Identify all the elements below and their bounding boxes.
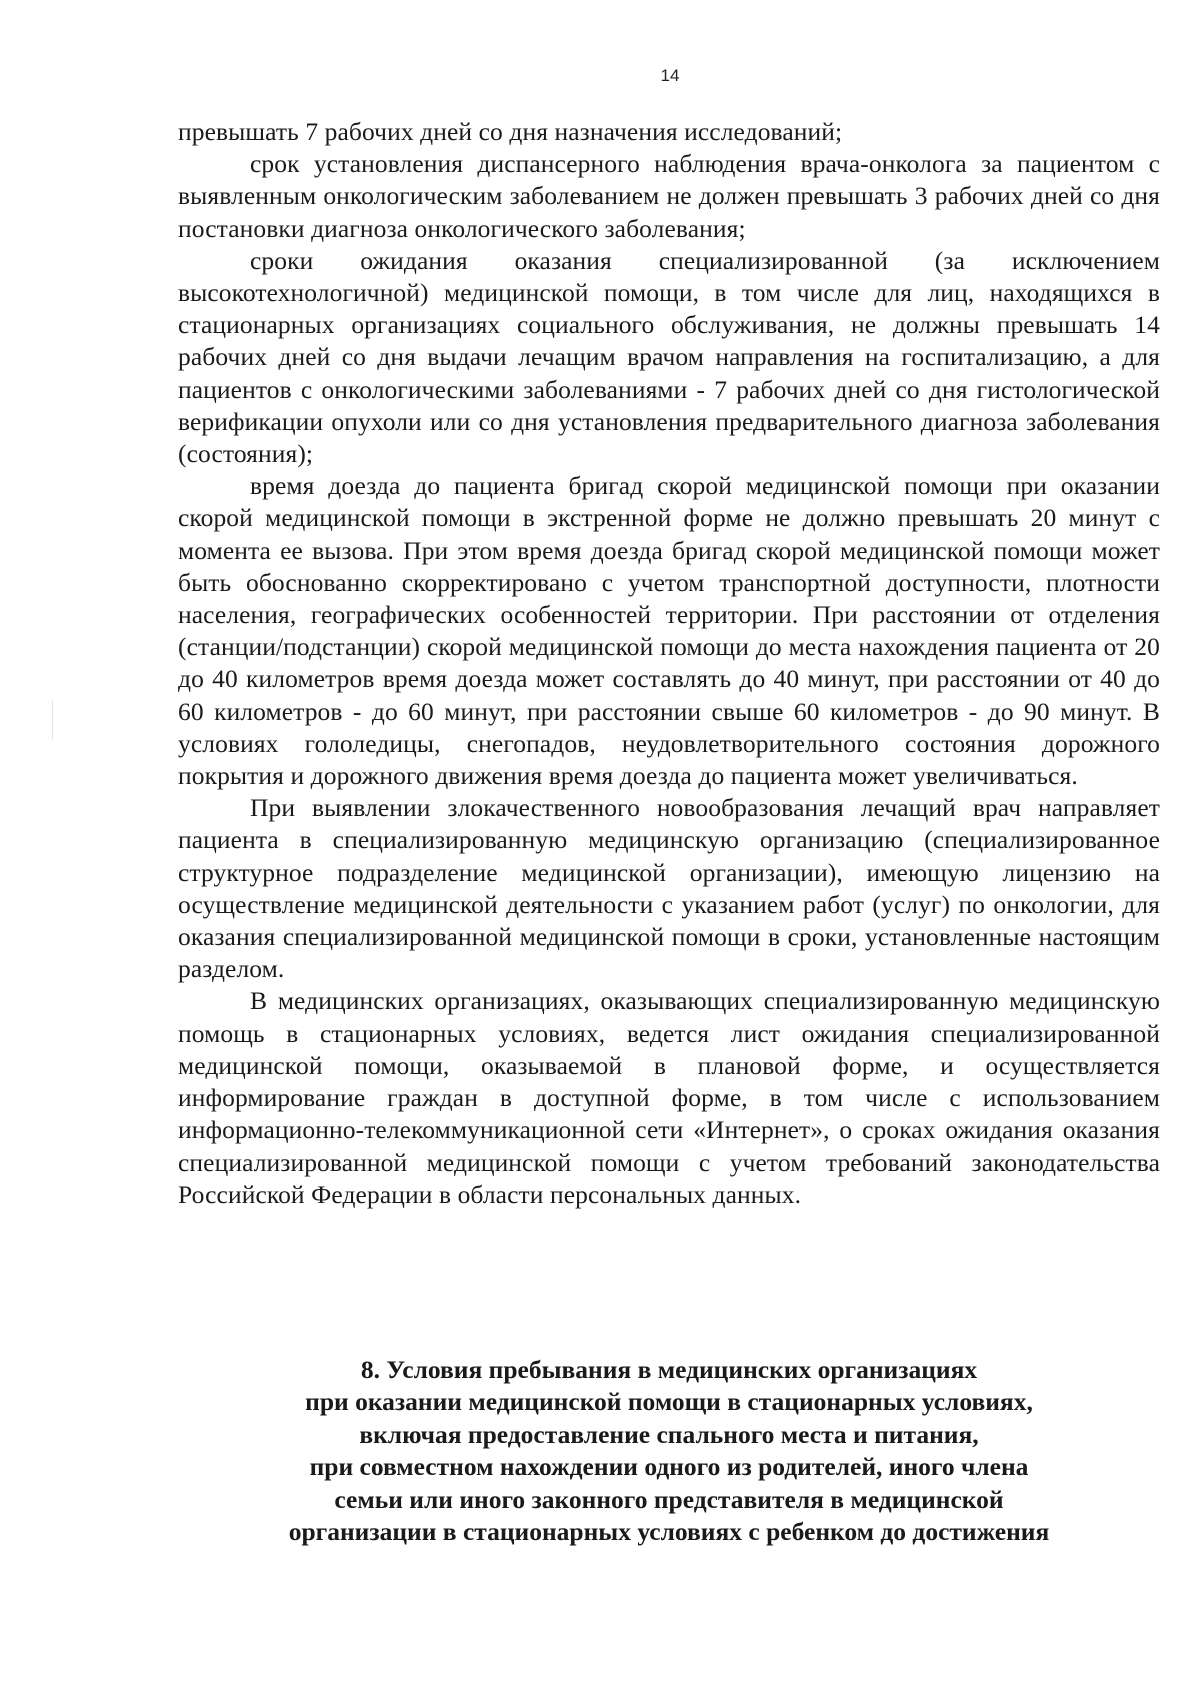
- section-heading: [178, 1354, 1160, 1548]
- heading-line: организации в стационарных условиях с ребенком до достижения: [288, 1517, 1050, 1547]
- scan-margin-mark: [52, 700, 53, 740]
- paragraph-dispensary-term: срок установления диспансерного наблюдения врача-онколога за пациентом с выявленным онкологическим заболеванием не должен превышать 3 рабочих дней со дня постановки диагноза онкологического заболевания;: [178, 149, 1160, 243]
- body-text: [178, 116, 1160, 1211]
- paragraph-ambulance-time: время доезда до пациента бригад скорой медицинской помощи при оказании скорой медицинской помощи в экстренной форме не должно превышать 20 минут с момента ее вызова. При этом время доезда бригад скорой медицинской помощи может быть обоснованно скорректировано с учетом транспортной доступности, плотности населения, географических особенностей территории. При расстоянии от отделения (станции/подстанции) скорой медицинской помощи до места нахождения пациента от 20 до 40 километров время доезда может составлять до 40 минут, при расстоянии от 40 до 60 километров - до 60 минут, при расстоянии свыше 60 километров - до 90 минут. В условиях гололедицы, снегопадов, неудовлетворительного состояния дорожного покрытия и дорожного движения время доезда до пациента может увеличиваться.: [178, 471, 1160, 791]
- heading-line: при оказании медицинской помощи в стационарных условиях,: [305, 1387, 1033, 1417]
- heading-line: 8. Условия пребывания в медицинских организациях: [360, 1355, 978, 1384]
- paragraph-oncology-referral: При выявлении злокачественного новообразования лечащий врач направляет пациента в специализированную медицинскую организацию (специализированное структурное подразделение медицинской организации), имеющую лицензию на осуществление медицинской деятельности с указанием работ (услуг) по онкологии, для оказания специализированной медицинской помощи в сроки, установленные настоящим разделом.: [178, 793, 1160, 984]
- page-number: 14: [660, 66, 680, 85]
- paragraph-continuation: превышать 7 рабочих дней со дня назначения исследований;: [178, 117, 843, 146]
- heading-line: семьи или иного законного представителя в медицинской: [334, 1484, 1004, 1514]
- heading-line: при совместном нахождении одного из родителей, иного члена: [309, 1452, 1029, 1482]
- paragraph-waiting-list: В медицинских организациях, оказывающих специализированную медицинскую помощь в стационарных условиях, ведется лист ожидания специализированной медицинской помощи, оказываемой в плановой форме, и осуществляется информирование граждан в доступной форме, в том числе с использованием информационно-телекоммуникационной сети «Интернет», о сроках ожидания оказания специализированной медицинской помощи с учетом требований законодательства Российской Федерации в области персональных данных.: [178, 986, 1160, 1209]
- paragraph-specialized-care-term: сроки ожидания оказания специализированной (за исключением высокотехнологичной) медицинской помощи, в том числе для лиц, находящихся в стационарных организациях социального обслуживания, не должны превышать 14 рабочих дней со дня выдачи лечащим врачом направления на госпитализацию, а для пациентов с онкологическими заболеваниями - 7 рабочих дней со дня гистологической верификации опухоли или со дня установления предварительного диагноза заболевания (состояния);: [178, 245, 1160, 469]
- heading-line: включая предоставление спального места и питания,: [359, 1419, 979, 1449]
